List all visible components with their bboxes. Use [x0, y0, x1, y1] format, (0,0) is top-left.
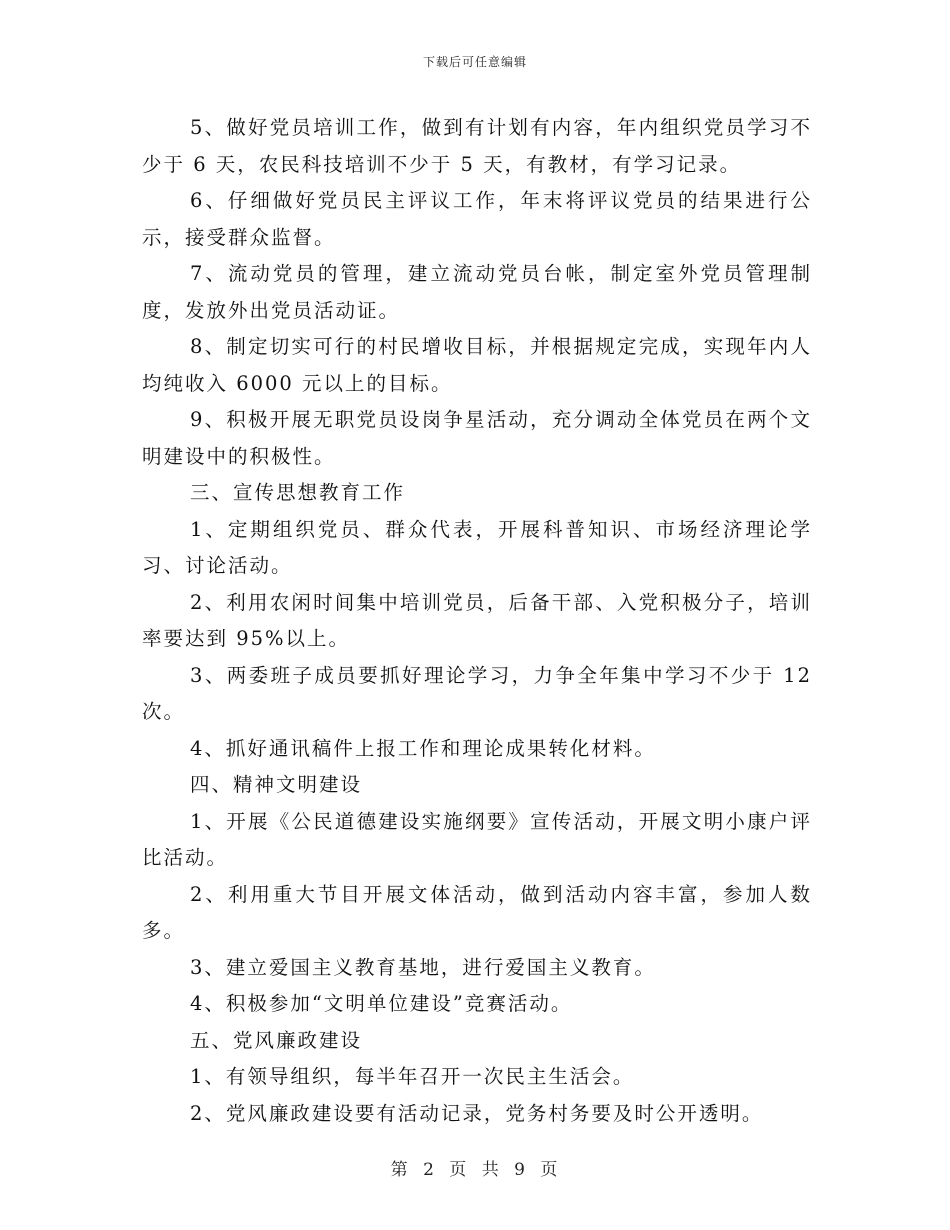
paragraph: 6、仔细做好党员民主评议工作，年末将评议党员的结果进行公示，接受群众监督。	[142, 189, 812, 249]
paragraph: 1、开展《公民道德建设实施纲要》宣传活动，开展文明小康户评比活动。	[142, 809, 812, 869]
paragraph: 4、抓好通讯稿件上报工作和理论成果转化材料。	[190, 736, 656, 760]
paragraph: 2、利用农闲时间集中培训党员，后备干部、入党积极分子，培训率要达到 95%以上。	[142, 590, 812, 650]
document-body	[142, 110, 812, 1132]
section-heading: 三、宣传思想教育工作	[190, 481, 406, 504]
page-header: 下载后可任意编辑	[422, 55, 527, 69]
page-number-footer: 第 2 页 共 9 页	[390, 1160, 560, 1180]
paragraph: 3、两委班子成员要抓好理论学习，力争全年集中学习不少于 12 次。	[142, 663, 812, 723]
paragraph: 7、流动党员的管理，建立流动党员台帐，制定室外党员管理制度，发放外出党员活动证。	[142, 262, 812, 322]
paragraph: 1、有领导组织，每半年召开一次民主生活会。	[190, 1065, 635, 1088]
paragraph: 1、定期组织党员、群众代表，开展科普知识、市场经济理论学习、讨论活动。	[142, 517, 812, 577]
paragraph: 5、做好党员培训工作，做到有计划有内容，年内组织党员学习不少于 6 天，农民科技培训不少于 5 天，有教材，有学习记录。	[142, 116, 812, 176]
paragraph: 9、积极开展无职党员设岗争星活动，充分调动全体党员在两个文明建设中的积极性。	[142, 408, 812, 468]
paragraph: 2、党风廉政建设要有活动记录，党务村务要及时公开透明。	[190, 1101, 764, 1125]
paragraph: 2、利用重大节目开展文体活动，做到活动内容丰富，参加人数多。	[142, 882, 812, 942]
paragraph: 3、建立爱国主义教育基地，进行爱国主义教育。	[190, 955, 656, 979]
paragraph: 4、积极参加“文明单位建设”竞赛活动。	[190, 992, 573, 1015]
section-heading: 四、精神文明建设	[190, 773, 363, 796]
section-heading: 五、党风廉政建设	[190, 1028, 363, 1052]
paragraph: 8、制定切实可行的村民增收目标，并根据规定完成，实现年内人均纯收入 6000 元以上的目标。	[142, 335, 812, 395]
